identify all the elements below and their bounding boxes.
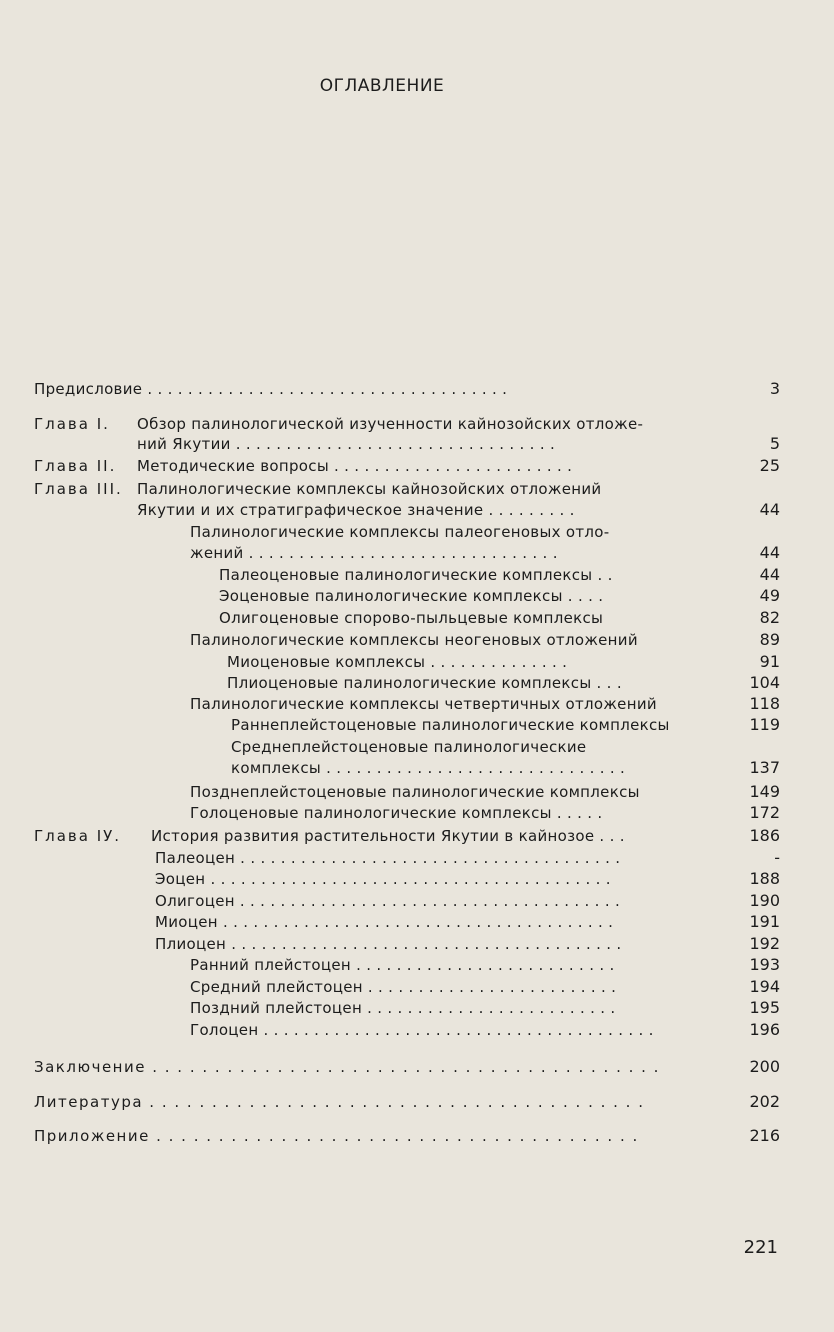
toc-entry-page: 5 <box>769 434 780 453</box>
toc-entry-label: Эоцен . . . . . . . . . . . . . . . . . . . . . . . . . . . . . . . . . . . . . . . . <box>155 870 611 888</box>
toc-entry[interactable] <box>0 1124 834 1148</box>
toc-entry-label: Обзор палинологической изученности кайнозойских отложе- <box>137 415 644 433</box>
toc-entry[interactable] <box>0 910 834 934</box>
toc-entry-label: Миоценовые комплексы . . . . . . . . . . . . . . <box>227 653 568 671</box>
toc-entry-label: жений . . . . . . . . . . . . . . . . . . . . . . . . . . . . . . . <box>190 544 558 562</box>
toc-entry-label: Палинологические комплексы палеогеновых отло- <box>190 523 610 541</box>
toc-entry[interactable] <box>0 606 834 630</box>
toc-entry-label: Плиоцен . . . . . . . . . . . . . . . . . . . . . . . . . . . . . . . . . . . . . . . <box>155 935 622 953</box>
toc-entry-page: 172 <box>749 803 780 822</box>
toc-entry[interactable] <box>0 996 834 1020</box>
toc-entry-label: комплексы . . . . . . . . . . . . . . . . . . . . . . . . . . . . . . <box>231 759 626 777</box>
toc-entry[interactable] <box>0 953 834 977</box>
toc-entry-page: 186 <box>749 826 780 845</box>
toc-entry-label: Литература . . . . . . . . . . . . . . . . . . . . . . . . . . . . . . . . . . . . . . . . <box>34 1093 645 1111</box>
toc-entry[interactable] <box>0 867 834 891</box>
toc-entry[interactable] <box>0 756 834 780</box>
toc-entry-page: 216 <box>749 1126 780 1145</box>
toc-entry-page: 82 <box>759 608 780 627</box>
toc-chapter-label: Глава IУ. <box>34 827 122 845</box>
toc-entry-label: Ранний плейстоцен . . . . . . . . . . . . . . . . . . . . . . . . . . <box>190 956 615 974</box>
toc-entry-page: 194 <box>749 977 780 996</box>
toc-entry[interactable] <box>0 1018 834 1042</box>
toc-entry-label: Олигоценовые спорово-пыльцевые комплексы <box>219 609 604 627</box>
toc-entry-label: Заключение . . . . . . . . . . . . . . . . . . . . . . . . . . . . . . . . . . . . . . . . . <box>34 1058 660 1076</box>
toc-entry-page: 44 <box>759 543 780 562</box>
toc-entry-label: Методические вопросы . . . . . . . . . . . . . . . . . . . . . . . . <box>137 457 573 475</box>
toc-entry-page: 91 <box>759 652 780 671</box>
toc-entry[interactable] <box>0 454 834 478</box>
toc-entry-page: 149 <box>749 782 780 801</box>
toc-entry-label: Голоценовые палинологические комплексы . . . . . <box>190 804 603 822</box>
toc-entry-label: Палеоцен . . . . . . . . . . . . . . . . . . . . . . . . . . . . . . . . . . . . . . <box>155 849 621 867</box>
toc-entry-page: 193 <box>749 955 780 974</box>
toc-entry-label: Эоценовые палинологические комплексы . . . . <box>219 587 604 605</box>
toc-entry-page: 3 <box>769 379 780 398</box>
toc-entry-label: Палеоценовые палинологические комплексы . . <box>219 566 613 584</box>
toc-entry-page: 25 <box>759 456 780 475</box>
toc-entry-page: 119 <box>749 715 780 734</box>
toc-entry-label: Поздний плейстоцен . . . . . . . . . . . . . . . . . . . . . . . . . <box>190 999 616 1017</box>
toc-entry-label: Позднеплейстоценовые палинологические комплексы <box>190 783 640 801</box>
toc-entry-page: 190 <box>749 891 780 910</box>
toc-chapter-label: Глава I. <box>34 415 110 433</box>
toc-entry[interactable] <box>0 541 834 565</box>
page-title: ОГЛАВЛЕНИЕ <box>319 76 445 96</box>
toc-chapter-label: Глава III. <box>34 480 123 498</box>
toc-entry-page: 202 <box>749 1092 780 1111</box>
toc-entry-label: Олигоцен . . . . . . . . . . . . . . . . . . . . . . . . . . . . . . . . . . . . . . <box>155 892 621 910</box>
toc-entry[interactable] <box>0 498 834 522</box>
toc-entry[interactable] <box>0 628 834 652</box>
toc-entry-label: Палинологические комплексы неогеновых отложений <box>190 631 638 649</box>
toc-entry[interactable] <box>0 801 834 825</box>
toc-entry-page: 137 <box>749 758 780 777</box>
toc-entry-label: Палинологические комплексы четвертичных отложений <box>190 695 657 713</box>
toc-entry-label: Предисловие . . . . . . . . . . . . . . . . . . . . . . . . . . . . . . . . . . . . <box>34 380 508 398</box>
toc-entry[interactable] <box>0 432 834 456</box>
toc-entry-label: История развития растительности Якутии в кайнозое . . . <box>151 827 625 845</box>
toc-entry-page: - <box>774 848 780 867</box>
toc-entry-page: 191 <box>749 912 780 931</box>
toc-entry-label: Среднеплейстоценовые палинологические <box>231 738 587 756</box>
toc-entry[interactable] <box>0 377 834 401</box>
toc-entry-label: Якутии и их стратиграфическое значение . . . . . . . . . <box>137 501 575 519</box>
toc-entry[interactable] <box>0 824 834 848</box>
toc-entry-page: 195 <box>749 998 780 1017</box>
page-number: 221 <box>743 1237 778 1258</box>
toc-entry[interactable] <box>0 1090 834 1114</box>
toc-entry-label: Палинологические комплексы кайнозойских отложений <box>137 480 602 498</box>
toc-entry-page: 188 <box>749 869 780 888</box>
toc-entry-page: 192 <box>749 934 780 953</box>
toc-entry-label: Плиоценовые палинологические комплексы . . . <box>227 674 622 692</box>
toc-entry-page: 44 <box>759 565 780 584</box>
toc-entry[interactable] <box>0 713 834 737</box>
toc-entry-label: Голоцен . . . . . . . . . . . . . . . . . . . . . . . . . . . . . . . . . . . . . . . <box>190 1021 654 1039</box>
toc-entry-label: Средний плейстоцен . . . . . . . . . . . . . . . . . . . . . . . . . <box>190 978 617 996</box>
toc-entry-page: 104 <box>749 673 780 692</box>
toc-chapter-label: Глава II. <box>34 457 117 475</box>
toc-entry-page: 89 <box>759 630 780 649</box>
toc-entry-page: 118 <box>749 694 780 713</box>
toc-entry-label: Раннеплейстоценовые палинологические комплексы <box>231 716 670 734</box>
toc-entry-label: ний Якутии . . . . . . . . . . . . . . . . . . . . . . . . . . . . . . . . <box>137 435 556 453</box>
toc-entry-page: 44 <box>759 500 780 519</box>
toc-entry-label: Миоцен . . . . . . . . . . . . . . . . . . . . . . . . . . . . . . . . . . . . . . . <box>155 913 614 931</box>
toc-entry-page: 200 <box>749 1057 780 1076</box>
toc-entry[interactable] <box>0 584 834 608</box>
toc-entry-page: 196 <box>749 1020 780 1039</box>
toc-entry-page: 49 <box>759 586 780 605</box>
toc-entry-label: Приложение . . . . . . . . . . . . . . . . . . . . . . . . . . . . . . . . . . . . . . . <box>34 1127 639 1145</box>
toc-entry[interactable] <box>0 1055 834 1079</box>
